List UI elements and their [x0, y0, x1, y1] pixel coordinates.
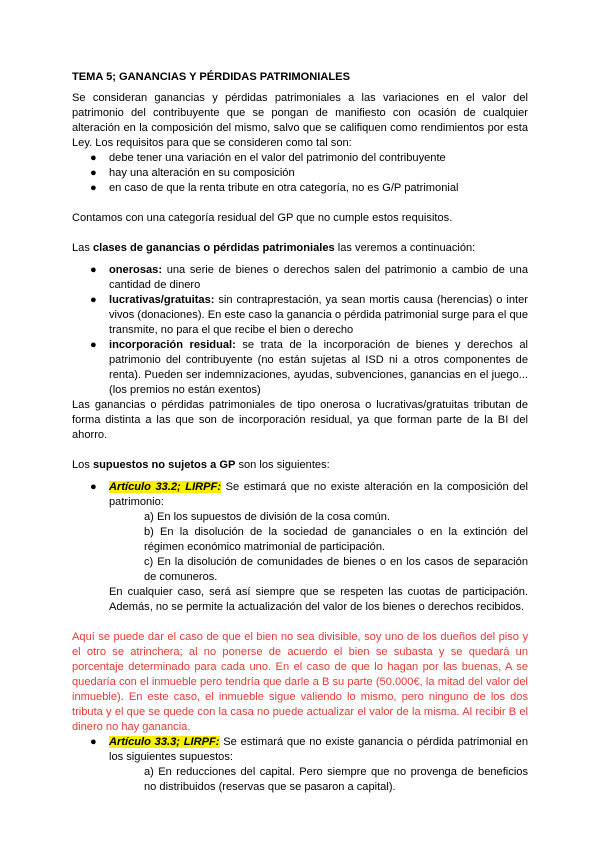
document-body	[72, 70, 528, 795]
list-item: ● hay una alteración en su composición	[90, 167, 295, 179]
bullet-icon: ●	[90, 264, 97, 276]
bullet-icon: ●	[90, 182, 97, 194]
requisitos-list	[72, 151, 528, 196]
articulo-333-items	[72, 765, 528, 795]
intro-paragraph: Se consideran ganancias y pérdidas patrimoniales a las variaciones en el valor del patrimonio del contribuyente que se pongan de manifiesto con ocasión de cualquier alteración en la composición del mismo, salvo que se califiquen como rendimientos por esta Ley. Los requisitos para que se consideren como tal son:	[72, 92, 528, 149]
clases-intro: Las clases de ganancias o pérdidas patrimoniales las veremos a continuación:	[72, 242, 476, 254]
bullet-icon: ●	[90, 294, 97, 306]
list-item: ● Artículo 33.2; LIRPF: Se estimará que no existe alteración en la composición del patrimonio:	[90, 481, 528, 508]
articulo-333-list	[72, 735, 528, 765]
bullet-icon: ●	[90, 152, 97, 164]
clases-list	[72, 263, 528, 398]
article-label: Artículo 33.2; LIRPF:	[109, 481, 222, 493]
list-item: ● incorporación residual: se trata de la incorporación de bienes y derechos al patrimonio del contribuyente (no están sujetas al ISD ni a otros componentes de renta). Pueden ser indemnizaciones, ayudas, subvenciones, ganancias en el juego... (los premios no están exentos)	[90, 339, 528, 396]
list-item: a) En los supuestos de división de la cosa común.	[144, 511, 391, 523]
list-item: ● en caso de que la renta tribute en otra categoría, no es G/P patrimonial	[90, 182, 459, 194]
articulo-332-items	[72, 510, 528, 585]
articulo-332-closing: En cualquier caso, será así siempre que se respeten las cuotas de participación. Además, no se permite la actualización del valor de los bienes o derechos recibidos.	[109, 586, 528, 613]
list-item: ● lucrativas/gratuitas: sin contraprestación, ya sean mortis causa (herencias) o inter vivos (donaciones). En este caso la ganancia o pérdida patrimonial surge para el que transmite, no para el que recibe el bien o derecho	[90, 294, 528, 336]
supuestos-intro: Los supuestos no sujetos a GP son los siguientes:	[72, 459, 330, 471]
example-note: Aquí se puede dar el caso de que el bien no sea divisible, soy uno de los dueños del piso y el otro se atrinchera; al no ponerse de acuerdo el bien se subasta y se quedará un porcentaje determinado para cada uno. En el caso de que lo hagan por las buenas, A se quedaría con el inmueble pero tendría que darle a B su parte (50.000€, la mitad del valor del inmueble). En este caso, el inmueble sigue valiendo lo mismo, pero ninguno de los dos tributa y el que se quede con la casa no puede actualizar el valor de la misma. Al recibir B el dinero no hay ganancia.	[72, 631, 528, 733]
list-item: c) En la disolución de comunidades de bienes o en los casos de separación de comuneros.	[144, 556, 528, 583]
bullet-icon: ●	[90, 339, 97, 351]
bullet-icon: ●	[90, 167, 97, 179]
bullet-icon: ●	[90, 736, 97, 748]
list-item: ● debe tener una variación en el valor del patrimonio del contribuyente	[90, 152, 446, 164]
list-item: a) En reducciones del capital. Pero siempre que no provenga de beneficios no distribuidos (reservas que se pasaron a capital).	[144, 766, 528, 793]
clases-outro: Las ganancias o pérdidas patrimoniales de tipo onerosa o lucrativas/gratuitas tributan de forma distinta a las que son de incorporación residual, ya que forman parte de la BI del ahorro.	[72, 399, 528, 441]
list-item: ● onerosas: una serie de bienes o derechos salen del patrimonio a cambio de una cantidad de dinero	[90, 264, 528, 291]
list-item: b) En la disolución de la sociedad de gananciales o en la extinción del régimen económico matrimonial de participación.	[144, 526, 528, 553]
article-label: Artículo 33.3; LIRPF:	[109, 736, 220, 748]
page-title: TEMA 5; GANANCIAS Y PÉRDIDAS PATRIMONIALES	[72, 71, 350, 83]
articulo-332-list	[72, 480, 528, 510]
residual-paragraph: Contamos con una categoría residual del GP que no cumple estos requisitos.	[72, 212, 453, 224]
bullet-icon: ●	[90, 481, 97, 493]
list-item: ● Artículo 33.3; LIRPF: Se estimará que no existe ganancia o pérdida patrimonial en los siguientes supuestos:	[90, 736, 528, 763]
